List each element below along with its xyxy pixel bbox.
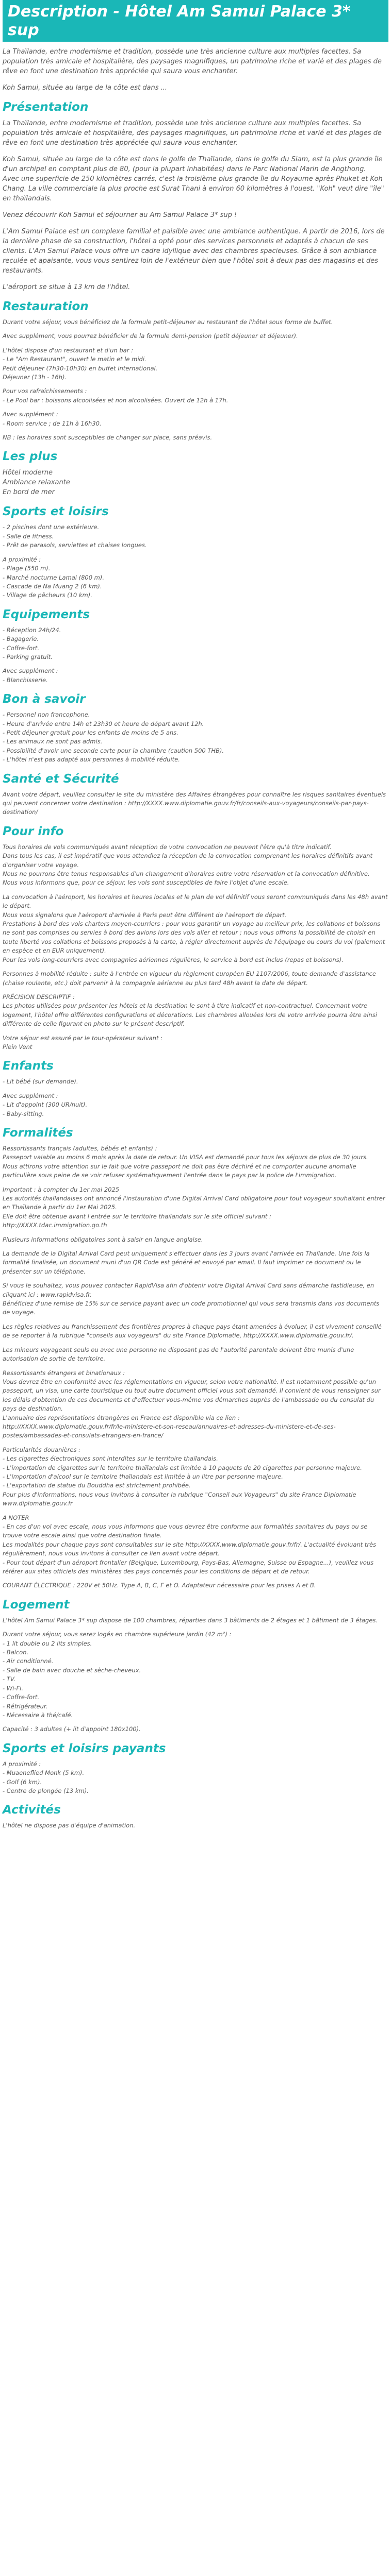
section-paragraph: - Réception 24h/24. - Bagagerie. - Coffre-fort. - Parking gratuit. <box>3 626 61 660</box>
section-paragraph: Venez découvrir Koh Samui et séjourner au Am Samui Palace 3* sup ! <box>3 211 237 219</box>
section-paragraph: Votre séjour est assuré par le tour-opérateur suivant : Plein Vent <box>3 1034 163 1050</box>
section-les-plus <box>3 449 388 497</box>
section-bon-a-savoir <box>3 692 388 764</box>
section-logement <box>3 1598 388 1734</box>
section-title-sports-loisirs: Sports et loisirs <box>3 505 109 519</box>
section-title-bon-a-savoir: Bon à savoir <box>3 692 86 706</box>
section-activites <box>3 1803 388 1830</box>
section-title-presentation: Présentation <box>3 100 89 114</box>
section-paragraph: Avant votre départ, veuillez consulter le site du ministère des Affaires étrangères pour connaître les risques sanitaires éventuels qui peuvent concerner votre destination : http://XXXX.www.diplomatie.gouv.fr/fr/conseils-aux-voyageurs/conseils-par-pays-destination/ <box>3 790 386 816</box>
section-paragraph: Avec supplément : - Lit d'appoint (300 UR/nuit). - Baby-sitting. <box>3 1092 88 1117</box>
intro-paragraph: La Thaïlande, entre modernisme et tradition, possède une très ancienne culture aux multiples facettes. Sa population très amicale et hospitalière, des paysages magnifiques, un patrimoine riche et varié et des plages de rêve en font une destination très appréciée qui saura vous enchanter. <box>3 48 382 75</box>
section-paragraph: Important : à compter du 1er mai 2025 Les autorités thaïlandaises ont annoncé l'instauration d'une Digital Arrival Card obligatoire pour tout voyageur souhaitant entrer en Thaïlande à partir du 1er Mai 2025. Elle doit être obtenue avant l'entrée sur le territoire thaïlandais sur le site officiel suivant : http://XXXX.tdac.immigration.go.th <box>3 1185 385 1229</box>
section-paragraph: L'hôtel ne dispose pas d'équipe d'animation. <box>3 1822 136 1829</box>
section-title-pour-info: Pour info <box>3 824 64 838</box>
sections-container <box>3 100 388 1831</box>
section-title-activites: Activités <box>3 1803 61 1817</box>
section-paragraph: Ressortissants étrangers et binationaux : Vous devrez être en conformité avec les réglementations en vigueur, selon votre nationalité. Il est notamment possible qu'un passeport, un visa, une carte touristique ou tout autre document officiel vous soit demandé. Il convient de vous renseigner sur les délais d'obtention de ces documents et d'effectuer vous-même vos démarches auprès de l'ambassade ou du consulat du pays de destination. L'annuaire des représentations étrangères en France est disponible via ce lien : http://XXXX.www.diplomatie.gouv.fr/fr/le-ministere-et-son-reseau/annuaires-et-adresses-du-ministere-et-de-ses-postes/ambassades-et-consulats-etrangers-en-france/ <box>3 1369 381 1439</box>
section-title-enfants: Enfants <box>3 1059 54 1073</box>
section-paragraph: Avec supplément : - Blanchisserie. <box>3 667 58 684</box>
section-paragraph: - Lit bébé (sur demande). <box>3 1078 78 1086</box>
section-paragraph: L'aéroport se situe à 13 km de l'hôtel. <box>3 283 131 291</box>
section-paragraph: - Personnel non francophone. - Heure d'arrivée entre 14h et 23h30 et heure de départ avant 12h. - Petit déjeuner gratuit pour les enfants de moins de 5 ans. - Les animaux ne sont pas admis. - Possibilité d'avoir une seconde carte pour la chambre (caution 500 THB). - L'hôtel n'est pas adapté aux personnes à mobilité réduite. <box>3 711 224 764</box>
section-paragraph: Durant votre séjour, vous bénéficiez de la formule petit-déjeuner au restaurant de l'hôtel sous forme de buffet. <box>3 318 333 326</box>
section-paragraph: - 2 piscines dont une extérieure. - Salle de fitness. - Prêt de parasols, serviettes et chaises longues. <box>3 523 147 549</box>
section-paragraph: COURANT ÉLECTRIQUE : 220V et 50Hz. Type A, B, C, F et O. Adaptateur nécessaire pour les prises A et B. <box>3 1582 316 1589</box>
section-sports-loisirs <box>3 504 388 600</box>
intro-paragraph: Koh Samui, située au large de la côte est dans ... <box>3 84 168 92</box>
section-paragraph: Plusieurs informations obligatoires sont à saisir en langue anglaise. <box>3 1235 203 1243</box>
section-paragraph: A NOTER - En cas d'un vol avec escale, nous vous informons que vous devrez être conforme aux formalités sanitaires du pays ou se trouve votre escale ainsi que votre destination finale. Les modalités pour chaque pays sont consultables sur le site http://XXXX.www.diplomatie.gouv.fr/fr/. L'actualité évoluant très régulièrement, nous vous invitons à consulter ce lien avant votre départ. - Pour tout départ d'un aéroport frontalier (Belgique, Luxembourg, Pays-Bas, Allemagne, Suisse ou Espagne...), veuillez vous référer aux sites officiels des ministères des pays concernés pour les conditions de départ et de retour. <box>3 1514 377 1575</box>
section-paragraph: NB : les horaires sont susceptibles de changer sur place, sans préavis. <box>3 434 213 442</box>
section-paragraph: La convocation à l'aéroport, les horaires et heures locales et le plan de vol définitif vous seront communiqués dans les 48h avant le départ. Nous vous signalons que l'aéroport d'arrivée à Paris peut être différent de l'aéroport de départ. Prestations à bord des vols charters moyen-courriers : pour vous garantir un voyage au meilleur prix, les collations et boissons ne sont pas comprises ou servies à bord des avions lors des vols aller et retour ; nous vous offrons la possibilité de choisir en toute liberté vos collations et boissons proposés à la carte, à régler directement auprès de l'équipage ou cours du vol (paiement en espèce et en EUR uniquement). Pour les vols long-courriers avec compagnies aériennes régulières, le service à bord est inclus (repas et boissons). <box>3 893 388 963</box>
section-paragraph: Hôtel moderne Ambiance relaxante En bord de mer <box>3 469 70 497</box>
section-paragraph: L'Am Samui Palace est un complexe familial et paisible avec une ambiance authentique. A partir de 2016, lors de la dernière phase de sa construction, l'hôtel a opté pour des services personnels et adaptés à chacun de ses clients. L'Am Samui Palace vous offre un cadre idyllique avec des chambres spacieuses. Grâce à son ambiance reculée et apaisante, vous vous sentirez loin de l'extérieur bien que l'hôtel soit à deux pas des magasins et des restaurants. <box>3 228 385 275</box>
section-title-sante-securite: Santé et Sécurité <box>3 772 119 786</box>
section-paragraph: A proximité : - Plage (550 m). - Marché nocturne Lamai (800 m). - Cascade de Na Muang 2 (6 km). - Village de pêcheurs (10 km). <box>3 555 105 599</box>
section-paragraph: La demande de la Digital Arrival Card peut uniquement s'effectuer dans les 3 jours avant l'arrivée en Thaïlande. Une fois la formalité finalisée, un document muni d'un QR Code est généré et envoyé par email. Il faut imprimer ce document ou le présenter sur un téléphone. <box>3 1250 370 1275</box>
section-enfants <box>3 1059 388 1118</box>
section-paragraph: Si vous le souhaitez, vous pouvez contacter RapidVisa afin d'obtenir votre Digital Arrival Card sans démarche fastidieuse, en cliquant ici : www.rapidvisa.fr. Bénéficiez d'une remise de 15% sur ce service payant avec un code promotionnel qui vous sera transmis dans vos documents de voyage. <box>3 1282 380 1316</box>
section-sports-proximite <box>3 1741 388 1796</box>
section-formalites <box>3 1126 388 1590</box>
section-title-equipements: Equipements <box>3 607 90 621</box>
section-paragraph: Pour vos rafraîchissements : - Le Pool bar : boissons alcoolisées et non alcoolisées. Ouvert de 12h à 17h. <box>3 387 229 404</box>
section-paragraph: Personnes à mobilité réduite : suite à l'entrée en vigueur du règlement européen EU 1107/2006, toute demande d'assistance (chaise roulante, etc.) doit parvenir à la compagnie aérienne au plus tard 48h avant la date de départ. <box>3 970 376 987</box>
section-paragraph: A proximité : - Muaeneflied Monk (5 km). - Golf (6 km). - Centre de plongée (13 km). <box>3 1760 89 1794</box>
section-paragraph: Particularités douanières : - Les cigarettes électroniques sont interdites sur le territoire thaïlandais. - L'importation de cigarettes sur le territoire thaïlandais est limitée à 10 paquets de 20 cigarettes par personne majeure. - L'importation d'alcool sur le territoire thaïlandais est limitée à un litre par personne majeure. - L'exportation de statue du Bouddha est strictement prohibée. Pour plus d'informations, nous vous invitons à consulter la rubrique "Conseil aux Voyageurs" du site France Diplomatie www.diplomatie.gouv.fr <box>3 1446 362 1507</box>
section-paragraph: L'hôtel Am Samui Palace 3* sup dispose de 100 chambres, réparties dans 3 bâtiments de 2 étages et 1 bâtiment de 3 étages. <box>3 1616 378 1624</box>
section-paragraph: L'hôtel dispose d'un restaurant et d'un bar : - Le "Am Restaurant", ouvert le matin et le midi. Petit déjeuner (7h30-10h30) en buffet international. Déjeuner (13h - 16h). <box>3 346 158 381</box>
section-paragraph: Avec supplément : - Room service ; de 11h à 16h30. <box>3 411 102 427</box>
section-title-logement: Logement <box>3 1598 70 1612</box>
section-presentation <box>3 100 388 292</box>
section-pour-info <box>3 824 388 1052</box>
section-paragraph: PRÉCISION DESCRIPTIF : Les photos utilisées pour présenter les hôtels et la destination le sont à titre indicatif et non-contractuel. Concernant votre logement, l'hôtel offre différentes configurations et décorations. Les chambres allouées lors de votre arrivée pourra être ainsi différente de celle figurant en photo sur le présent descriptif. <box>3 993 377 1028</box>
intro-block <box>3 47 388 93</box>
section-title-restauration: Restauration <box>3 300 89 313</box>
section-paragraph: La Thaïlande, entre modernisme et tradition, possède une très ancienne culture aux multiples facettes. Sa population très amicale et hospitalière, des paysages magnifiques, un patrimoine riche et varié et des plages de rêve en font une destination très appréciée qui saura vous enchanter. <box>3 120 382 147</box>
section-title-formalites: Formalités <box>3 1126 73 1140</box>
section-paragraph: Tous horaires de vols communiqués avant réception de votre convocation ne peuvent l'être qu'à titre indicatif. Dans tous les cas, il est impératif que vous attendiez la réception de la convocation comprenant les horaires définitifs avant d'organiser votre voyage. Nous ne pourrons être tenus responsables d'un changement d'horaires entre votre réservation et la convocation définitive. Nous vous informons que, pour ce séjour, les vols sont susceptibles de faire l'objet d'une escale. <box>3 843 372 887</box>
section-paragraph: Les règles relatives au franchissement des frontières propres à chaque pays étant amenées à évoluer, il est vivement conseillé de se reporter à la rubrique "conseils aux voyageurs" du site France Diplomatie, http://XXXX.www.diplomatie.gouv.fr/. <box>3 1323 382 1340</box>
section-title-les-plus: Les plus <box>3 450 58 464</box>
section-paragraph: Koh Samui, située au large de la côte est dans le golfe de Thaïlande, dans le golfe du Siam, est la plus grande île d'un archipel en comptant plus de 80, (pour la plupart inhabitées) dans le Parc National Marin de Angthong. Avec une superficie de 250 kilomètres carrés, c'est la troisième plus grande île du Royaume après Phuket et Koh Chang. La ville commerciale la plus proche est Surat Thani à environ 60 kilomètres à l'ouest. "Koh" veut dire "île" en thaïlandais. <box>3 156 384 202</box>
section-equipements <box>3 607 388 685</box>
page-title: Description - Hôtel Am Samui Palace 3* sup <box>3 0 388 42</box>
section-paragraph: Durant votre séjour, vous serez logés en chambre supérieure jardin (42 m²) : - 1 lit double ou 2 lits simples. - Balcon. - Air conditionné. - Salle de bain avec douche et sèche-cheveux. - TV. - Wi-Fi. - Coffre-fort. - Réfrigérateur. - Nécessaire à thé/café. <box>3 1631 232 1719</box>
section-sante-securite <box>3 772 388 817</box>
section-restauration <box>3 299 388 442</box>
section-paragraph: Les mineurs voyageant seuls ou avec une personne ne disposant pas de l'autorité parentale doivent être munis d'une autorisation de sortie de territoire. <box>3 1346 354 1363</box>
section-paragraph: Ressortissants français (adultes, bébés et enfants) : Passeport valable au moins 6 mois après la date de retour. Un VISA est demandé pour tous les séjours de plus de 30 jours. Nous attirons votre attention sur le fait que votre passeport ne doit pas être déchiré et ne comporter aucune anomalie particulière sous peine de se voir refuser systématiquement l'entrée dans le pays par la police de l'immigration. <box>3 1144 368 1179</box>
section-paragraph: Avec supplément, vous pourrez bénéficier de la formule demi-pension (petit déjeuner et déjeuner). <box>3 332 298 340</box>
section-paragraph: Capacité : 3 adultes (+ lit d'appoint 180x100). <box>3 1725 141 1733</box>
section-title-sports-proximite: Sports et loisirs payants <box>3 1741 166 1755</box>
